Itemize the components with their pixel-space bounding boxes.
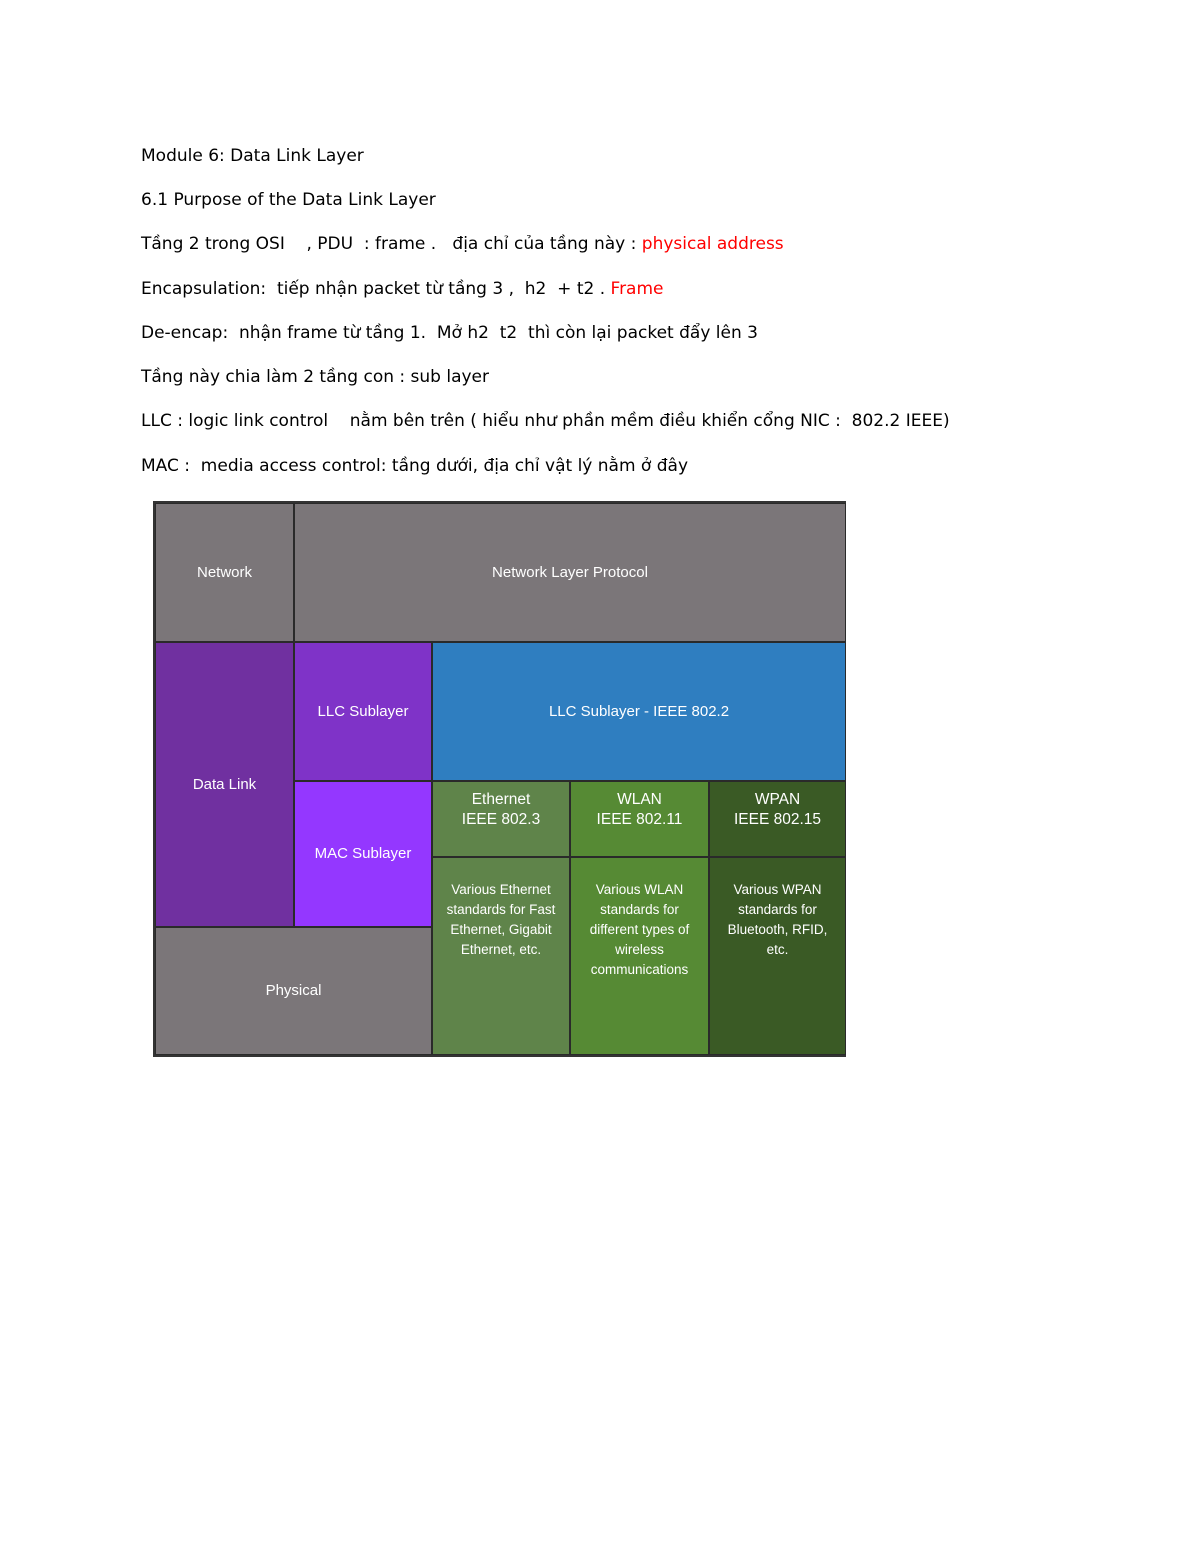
frame-highlight: Frame (610, 279, 664, 299)
wlan-desc-cell: Various WLAN standards for different types of wireless communications (570, 857, 709, 1055)
ethernet-head-cell: Ethernet IEEE 802.3 (432, 781, 570, 857)
de-encap-line: De-encap: nhận frame từ tầng 1. Mở h2 t2 thì còn lại packet đẩy lên 3 (141, 323, 758, 343)
data-link-cell: Data Link (155, 642, 294, 927)
wpan-head-cell: WPAN IEEE 802.15 (709, 781, 846, 857)
encapsulation-line (141, 278, 664, 300)
llc-ieee-cell: LLC Sublayer - IEEE 802.2 (432, 642, 846, 781)
layer2-line (141, 233, 784, 255)
layer2-text: Tầng 2 trong OSI , PDU : frame . địa chỉ của tầng này : (141, 234, 642, 254)
sublayer-line: Tầng này chia làm 2 tầng con : sub layer (141, 367, 490, 387)
ethernet-desc-cell: Various Ethernet standards for Fast Ethernet, Gigabit Ethernet, etc. (432, 857, 570, 1055)
section-heading: 6.1 Purpose of the Data Link Layer (141, 190, 436, 210)
data-link-layer-diagram (153, 501, 846, 1057)
mac-line: MAC : media access control: tầng dưới, địa chỉ vật lý nằm ở đây (141, 456, 689, 476)
llc-sublayer-cell: LLC Sublayer (294, 642, 432, 781)
mac-sublayer-cell: MAC Sublayer (294, 781, 432, 927)
physical-address-highlight: physical address (641, 234, 784, 254)
network-cell: Network (155, 503, 294, 642)
physical-cell: Physical (155, 927, 432, 1055)
llc-line: LLC : logic link control nằm bên trên ( hiểu như phần mềm điều khiển cổng NIC : 802.2 IEEE) (141, 411, 950, 431)
wlan-head-cell: WLAN IEEE 802.11 (570, 781, 709, 857)
module-title: Module 6: Data Link Layer (141, 146, 364, 166)
network-protocol-cell: Network Layer Protocol (294, 503, 846, 642)
wpan-desc-cell: Various WPAN standards for Bluetooth, RFID, etc. (709, 857, 846, 1055)
encapsulation-text: Encapsulation: tiếp nhận packet từ tầng 3 , h2 + t2 . (141, 279, 611, 299)
